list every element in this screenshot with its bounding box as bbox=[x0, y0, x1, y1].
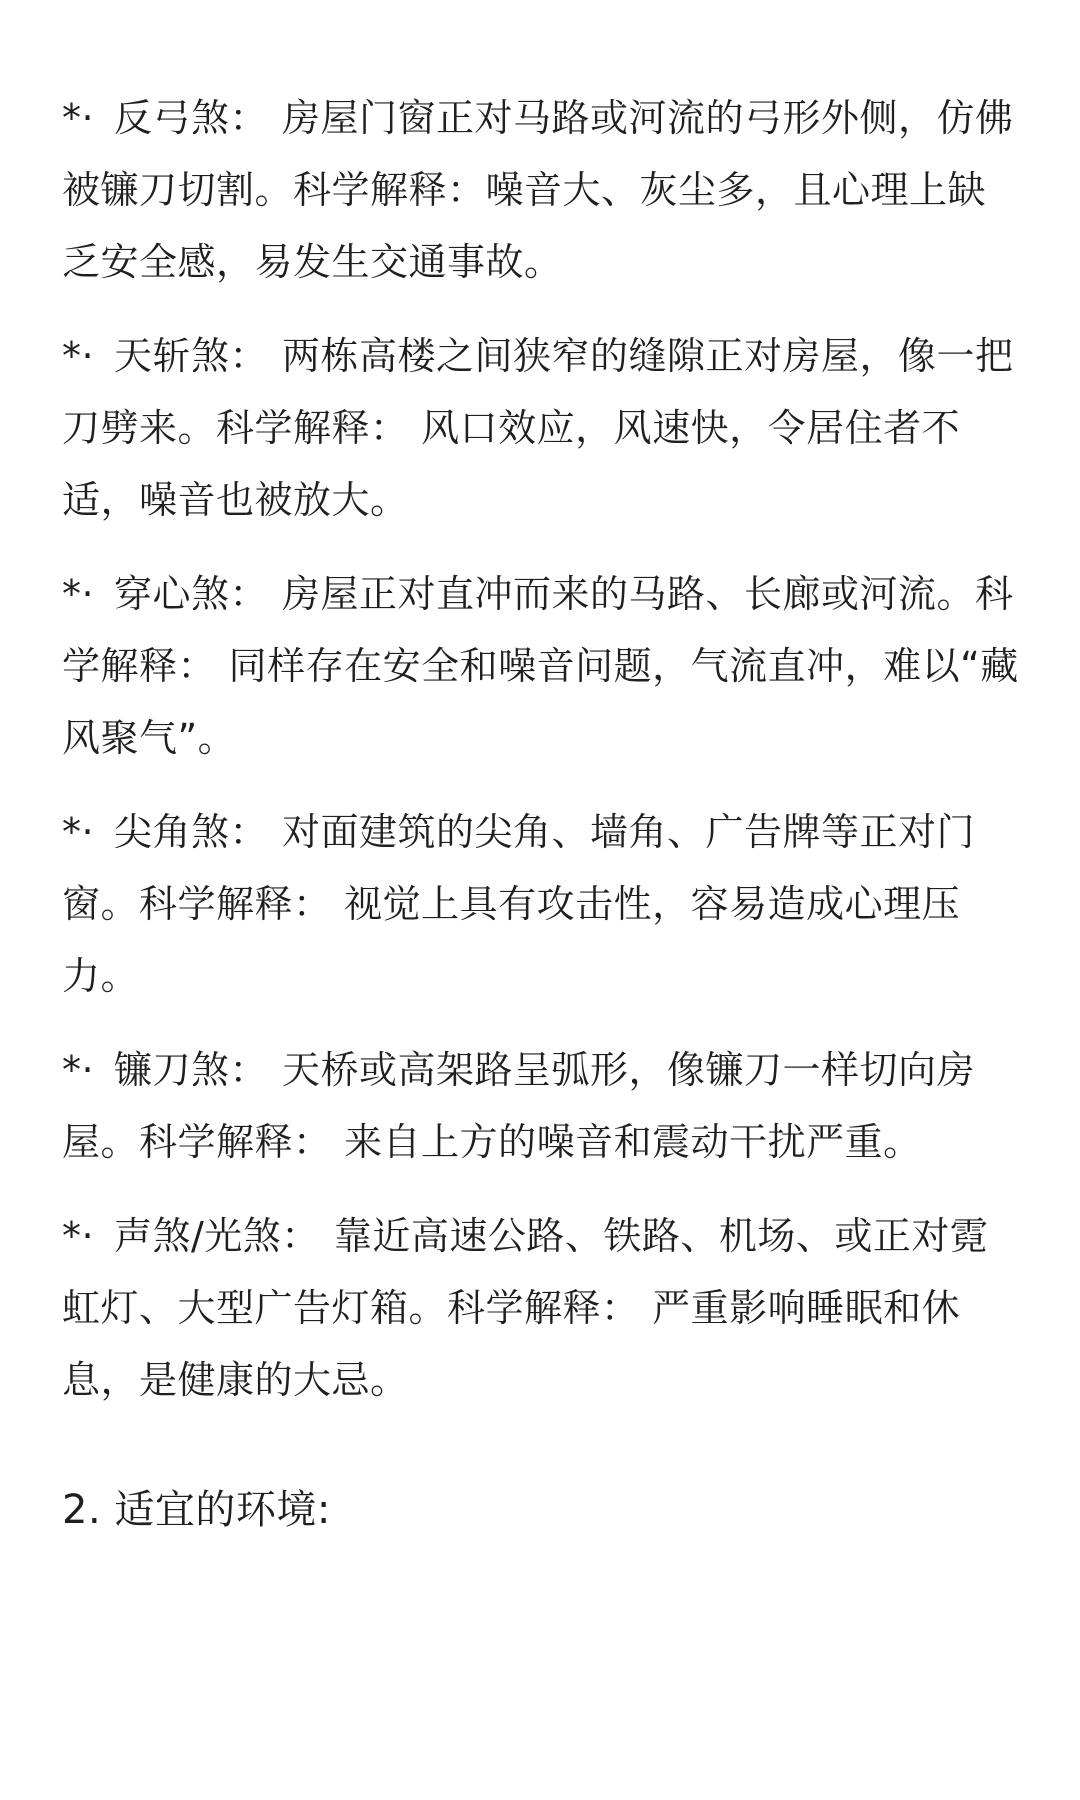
bullet-marker: *· bbox=[62, 572, 95, 616]
list-item bbox=[62, 558, 1022, 774]
item-text: 房屋门窗正对马路或河流的弓形外侧，仿佛被镰刀切割。科学解释：噪音大、灰尘多，且心理上缺乏安全感，易发生交通事故。 bbox=[62, 96, 1014, 284]
bullet-marker: *· bbox=[62, 1048, 95, 1092]
item-text: 天桥或高架路呈弧形，像镰刀一样切向房屋。科学解释： 来自上方的噪音和震动干扰严重。 bbox=[62, 1048, 976, 1164]
item-term: 声煞/光煞： bbox=[114, 1214, 320, 1258]
item-term: 镰刀煞： bbox=[114, 1048, 269, 1092]
list-item bbox=[62, 1200, 1022, 1416]
item-text: 两栋高楼之间狭窄的缝隙正对房屋，像一把刀劈来。科学解释： 风口效应，风速快，令居住者不适，噪音也被放大。 bbox=[62, 334, 1014, 522]
item-text: 房屋正对直冲而来的马路、长廊或河流。科学解释： 同样存在安全和噪音问题，气流直冲，难以“藏风聚气”。 bbox=[62, 572, 1019, 760]
item-term: 尖角煞： bbox=[114, 810, 269, 854]
bullet-marker: *· bbox=[62, 96, 95, 140]
item-term: 天斩煞： bbox=[114, 334, 269, 378]
article-content bbox=[62, 82, 1022, 1546]
list-item bbox=[62, 796, 1022, 1012]
item-text: 对面建筑的尖角、墙角、广告牌等正对门窗。科学解释： 视觉上具有攻击性，容易造成心理压力。 bbox=[62, 810, 976, 998]
item-text: 靠近高速公路、铁路、机场、或正对霓虹灯、大型广告灯箱。科学解释： 严重影响睡眠和休息，是健康的大忌。 bbox=[62, 1214, 989, 1402]
item-term: 反弓煞： bbox=[114, 96, 269, 140]
bullet-marker: *· bbox=[62, 1214, 95, 1258]
bullet-marker: *· bbox=[62, 810, 95, 854]
section-heading: 2. 适宜的环境: bbox=[62, 1487, 331, 1533]
bullet-marker: *· bbox=[62, 334, 95, 378]
list-item bbox=[62, 320, 1022, 536]
list-item bbox=[62, 82, 1022, 298]
list-item bbox=[62, 1034, 1022, 1178]
item-term: 穿心煞： bbox=[114, 572, 269, 616]
